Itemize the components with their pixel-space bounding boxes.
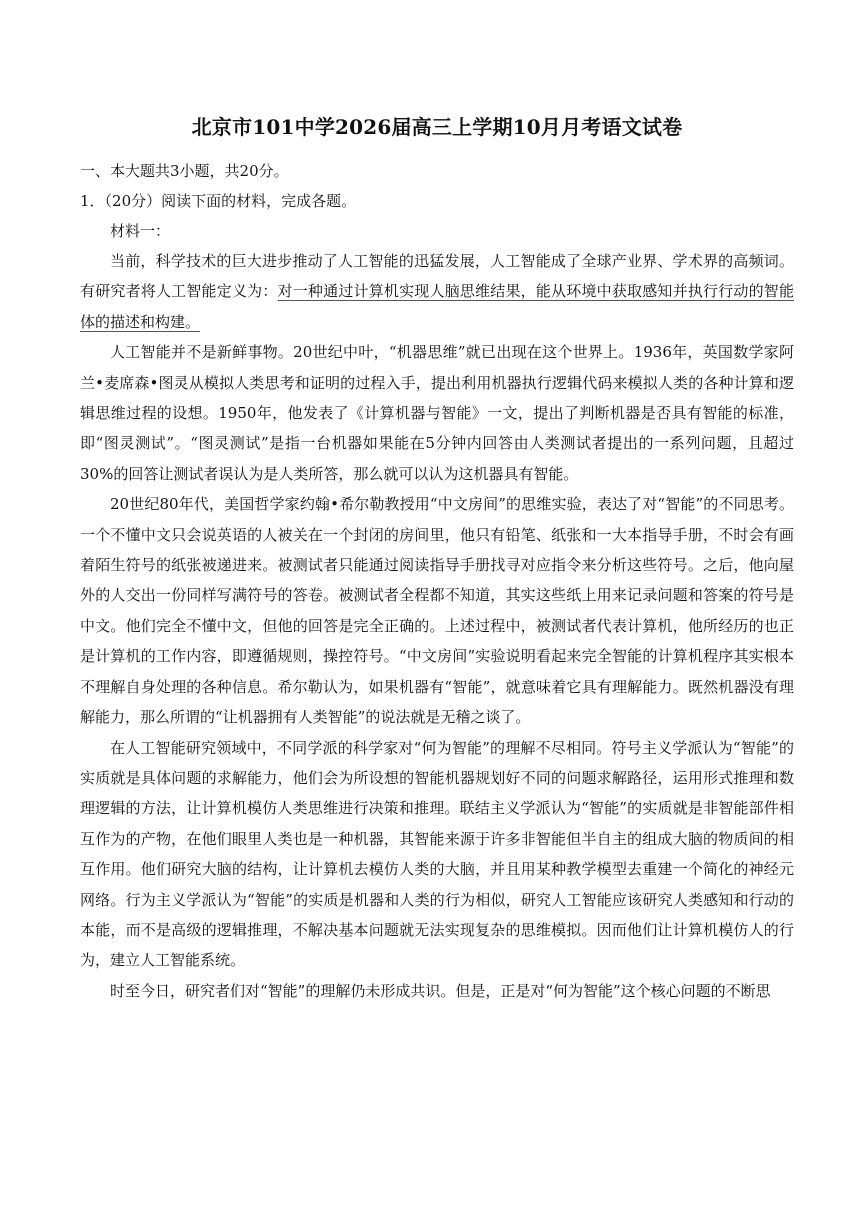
material-label: 材料一： (110, 222, 171, 240)
question-1-prompt: 1．（20分）阅读下面的材料，完成各题。 (80, 192, 357, 210)
paragraph-1 (80, 246, 794, 337)
paragraph-4: 在人工智能研究领域中，不同学派的科学家对“何为智能”的理解不尽相同。符号主义学派认为“智能”的实质就是具体问题的求解能力，他们会为所设想的智能机器规划好不同的问题求解路径，运用形式推理和数理逻辑的方法，让计算机模仿人类思维进行决策和推理。联结主义学派认为“智能”的实质就是非智能部件相互作为的产物，在他们眼里人类也是一种机器，其智能来源于许多非智能但半自主的组成大脑的物质间的相互作用。他们研究大脑的结构，让计算机去模仿人类的大脑，并且用某种教学模型去重建一个简化的神经元网络。行为主义学派认为“智能”的实质是机器和人类的行为相似，研究人工智能应该研究人类感知和行动的本能，而不是高级的逻辑推理，不解决基本问题就无法实现复杂的思维模拟。因而他们让计算机模仿人的行为，建立人工智能系统。 (80, 738, 794, 970)
paragraph-1-underlined-definition: 对一种通过计算机实现人脑思维结果，能从环境中获取感知并执行行动的智能体的描述和构建。 (80, 282, 794, 331)
paragraph-3: 20世纪80年代，美国哲学家约翰•希尔勒教授用“中文房间”的思维实验，表达了对“智能”的不同思考。一个不懂中文只会说英语的人被关在一个封闭的房间里，他只有铅笔、纸张和一大本指导手册，不时会有画着陌生符号的纸张被递进来。被测试者只能通过阅读指导手册找寻对应指令来分析这些符号。之后，他向屋外的人交出一份同样写满符号的答卷。被测试者全程都不知道，其实这些纸上用来记录问题和答案的符号是中文。他们完全不懂中文，但他的回答是完全正确的。上述过程中，被测试者代表计算机，他所经历的也正是计算机的工作内容，即遵循规则，操控符号。“中文房间”实验说明看起来完全智能的计算机程序其实根本不理解自身处理的各种信息。希尔勒认为，如果机器有“智能”，就意味着它具有理解能力。既然机器没有理解能力，那么所谓的“让机器拥有人类智能”的说法就是无稽之谈了。 (80, 495, 794, 727)
exam-title: 北京市101中学2026届高三上学期10月月考语文试卷 (191, 115, 683, 139)
paragraph-2: 人工智能并不是新鲜事物。20世纪中叶，“机器思维”就已出现在这个世界上。1936年，英国数学家阿兰•麦席森•图灵从模拟人类思考和证明的过程入手，提出利用机器执行逻辑代码来模拟人类的各种计算和逻辑思维过程的设想。1950年，他发表了《计算机器与智能》一文，提出了判断机器是否具有智能的标准，即“图灵测试”。“图灵测试”是指一台机器如果能在5分钟内回答由人类测试者提出的一系列问题，且超过30%的回答让测试者误认为是人类所答，那么就可以认为这机器具有智能。 (80, 343, 794, 483)
paragraph-5: 时至今日，研究者们对“智能”的理解仍未形成共识。但是，正是对“何为智能”这个核心问题的不断思 (110, 981, 771, 1000)
section-heading: 一、本大题共3小题，共20分。 (80, 162, 289, 180)
paragraph-1-text: 当前，科学技术的巨大进步推动了人工智能的迅猛发展，人工智能成了全球产业界、学术界的高频词。有研究者将人工智能定义为： (80, 252, 794, 301)
